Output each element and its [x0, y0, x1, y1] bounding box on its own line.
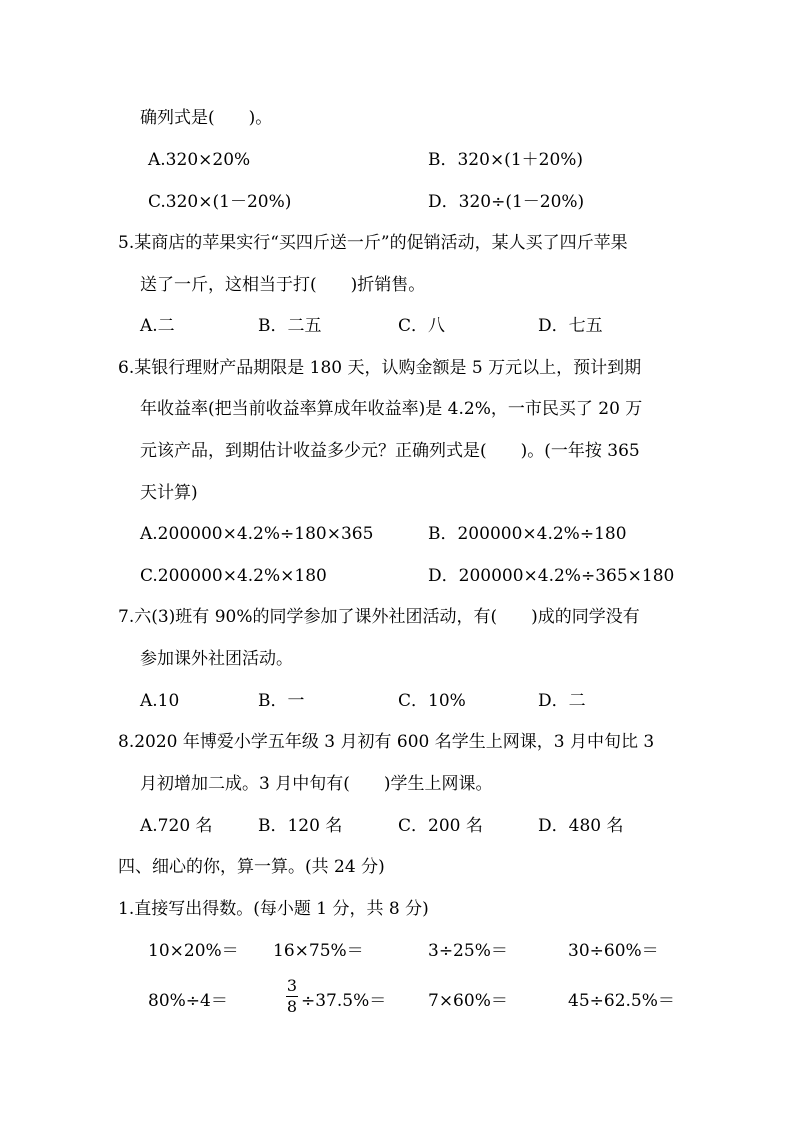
question-5-option-b: B．二五 — [258, 316, 322, 336]
question-8-option-c: C．200 名 — [398, 816, 483, 836]
calc-1-1: 10×20%＝ — [148, 941, 239, 961]
question-6-stem-line-2: 年收益率(把当前收益率算成年收益率)是 4.2%，一市民买了 20 万 — [140, 399, 643, 419]
question-7-stem-line-1: 7.六(3)班有 90%的同学参加了课外社团活动，有( )成的同学没有 — [118, 607, 640, 627]
question-7-option-b: B．一 — [258, 691, 305, 711]
question-7-stem-line-2: 参加课外社团活动。 — [140, 649, 293, 669]
question-5-stem-line-2: 送了一斤，这相当于打( )折销售。 — [140, 275, 426, 295]
section-4-subquestion-1: 1.直接写出得数。(每小题 1 分，共 8 分) — [118, 899, 429, 919]
calc-1-2: 16×75%＝ — [273, 941, 364, 961]
question-5-option-a: A.二 — [140, 316, 175, 336]
question-6-option-d: D．200000×4.2%÷365×180 — [428, 566, 675, 586]
question-6-option-b: B．200000×4.2%÷180 — [428, 524, 627, 544]
question-8-stem-line-1: 8.2020 年博爱小学五年级 3 月初有 600 名学生上网课，3 月中旬比 3 — [118, 732, 655, 752]
question-8-option-b: B．120 名 — [258, 816, 343, 836]
question-8-option-a: A.720 名 — [140, 816, 213, 836]
calc-2-4: 45÷62.5%＝ — [568, 991, 675, 1011]
question-8-stem-line-2: 月初增加二成。3 月中旬有( )学生上网课。 — [140, 774, 493, 794]
calc-1-4: 30÷60%＝ — [568, 941, 659, 961]
calc-2-1: 80%÷4＝ — [148, 991, 228, 1011]
calc-2-3: 7×60%＝ — [428, 991, 508, 1011]
calc-1-3: 3÷25%＝ — [428, 941, 508, 961]
question-4-option-a: A.320×20% — [148, 150, 251, 170]
question-4-option-c: C.320×(1－20%) — [148, 192, 292, 212]
question-7-option-c: C．10% — [398, 691, 466, 711]
question-5-stem-line-1: 5.某商店的苹果实行“买四斤送一斤”的促销活动，某人买了四斤苹果 — [118, 233, 628, 253]
question-6-stem-line-3: 元该产品，到期估计收益多少元？正确列式是( )。(一年按 365 — [140, 441, 640, 461]
fraction-three-eighths — [284, 977, 300, 1016]
question-4-stem-continuation: 确列式是( )。 — [140, 108, 273, 128]
question-8-option-d: D．480 名 — [538, 816, 624, 836]
question-5-option-d: D．七五 — [538, 316, 603, 336]
question-7-option-d: D．二 — [538, 691, 586, 711]
question-6-option-c: C.200000×4.2%×180 — [140, 566, 327, 586]
section-4-title: 四、细心的你，算一算。(共 24 分) — [118, 857, 385, 877]
question-7-option-a: A.10 — [140, 691, 180, 711]
question-5-option-c: C．八 — [398, 316, 446, 336]
fraction-denominator: 8 — [286, 997, 298, 1016]
question-6-stem-line-1: 6.某银行理财产品期限是 180 天，认购金额是 5 万元以上，预计到期 — [118, 358, 642, 378]
question-6-stem-line-4: 天计算) — [140, 483, 198, 503]
question-4-option-b: B．320×(1＋20%) — [428, 150, 584, 170]
calc-2-2: ÷37.5%＝ — [301, 991, 387, 1011]
fraction-numerator: 3 — [286, 976, 298, 995]
question-4-option-d: D．320÷(1－20%) — [428, 192, 585, 212]
question-6-option-a: A.200000×4.2%÷180×365 — [140, 524, 374, 544]
